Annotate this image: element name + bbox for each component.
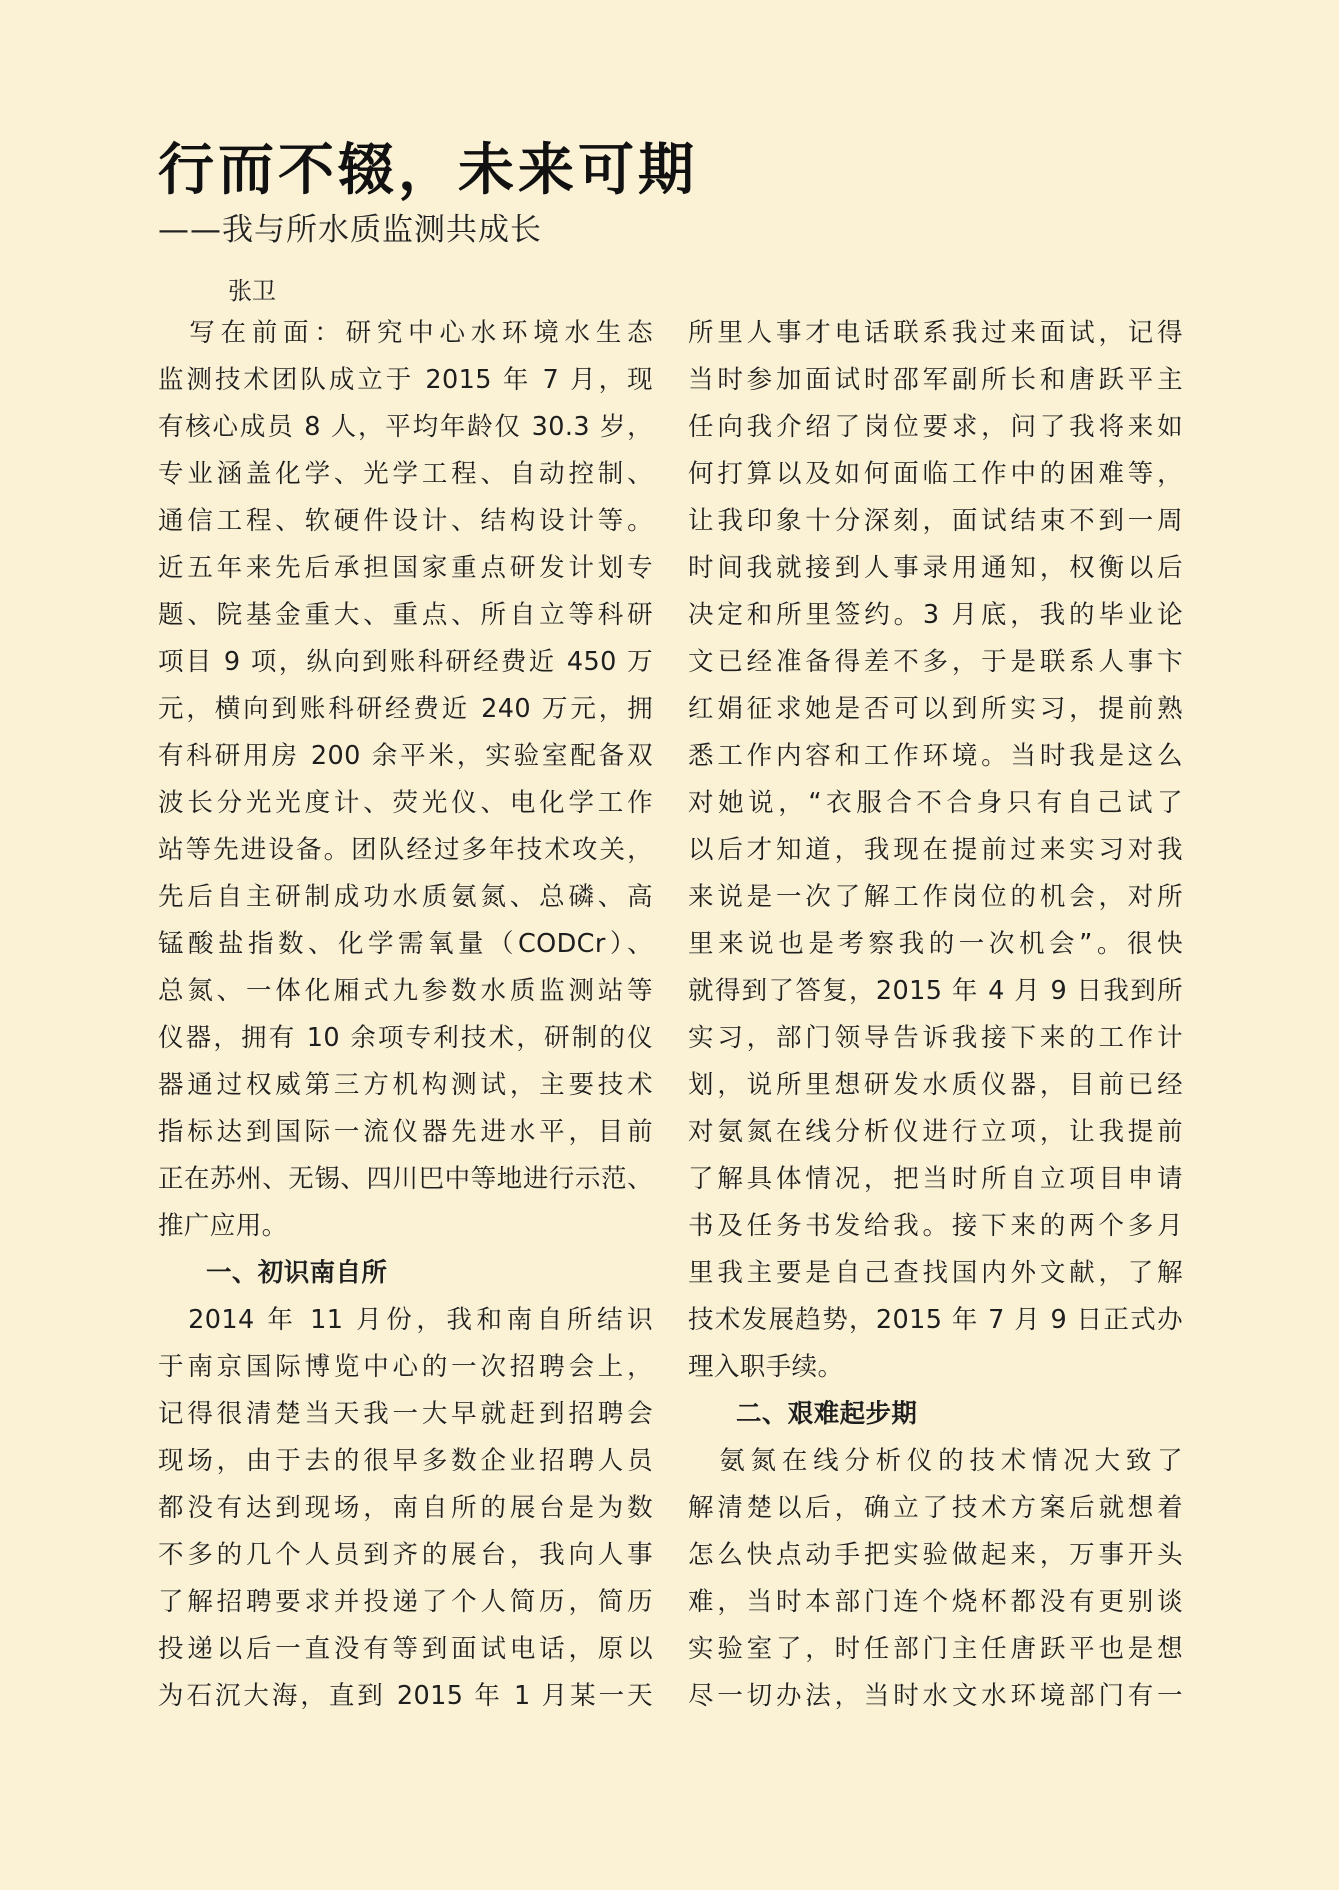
text-line: 先后自主研制成功水质氨氮、总磷、高 xyxy=(158,882,653,912)
text-line: 书及任务书发给我。接下来的两个多月 xyxy=(688,1211,1183,1241)
text-line: 尽一切办法，当时水文水环境部门有一 xyxy=(688,1681,1183,1711)
text-line: 理入职手续。 xyxy=(688,1352,844,1382)
text-line: 推广应用。 xyxy=(158,1211,288,1241)
text-line: 解清楚以后，确立了技术方案后就想着 xyxy=(688,1493,1183,1523)
text-line: 里我主要是自己查找国内外文献，了解 xyxy=(688,1258,1183,1288)
text-line: 指标达到国际一流仪器先进水平，目前 xyxy=(158,1117,653,1147)
text-line: 技术发展趋势，2015 年 7 月 9 日正式办 xyxy=(688,1305,1183,1335)
text-line: 总氮、一体化厢式九参数水质监测站等 xyxy=(158,976,653,1006)
text-line: 元，横向到账科研经费近 240 万元，拥 xyxy=(158,694,653,724)
text-line: 有核心成员 8 人，平均年龄仅 30.3 岁， xyxy=(158,412,653,442)
text-line: 项目 9 项，纵向到账科研经费近 450 万 xyxy=(158,647,653,677)
text-line: 现场，由于去的很早多数企业招聘人员 xyxy=(158,1446,653,1476)
text-line: 了解具体情况，把当时所自立项目申请 xyxy=(688,1164,1183,1194)
text-line: 记得很清楚当天我一大早就赶到招聘会 xyxy=(158,1399,653,1429)
text-line: 所里人事才电话联系我过来面试，记得 xyxy=(688,318,1183,348)
text-line: 2014 年 11 月份，我和南自所结识 xyxy=(158,1305,653,1335)
text-line: 仪器，拥有 10 余项专利技术，研制的仪 xyxy=(158,1023,653,1053)
text-line: 就得到了答复，2015 年 4 月 9 日我到所 xyxy=(688,976,1183,1006)
text-line: 都没有达到现场，南自所的展台是为数 xyxy=(158,1493,653,1523)
text-line: 监测技术团队成立于 2015 年 7 月，现 xyxy=(158,365,653,395)
text-line: 何打算以及如何面临工作中的困难等， xyxy=(688,459,1183,489)
text-line: 器通过权威第三方机构测试，主要技术 xyxy=(158,1070,653,1100)
text-line: 决定和所里签约。3 月底，我的毕业论 xyxy=(688,600,1183,630)
text-line: 里来说也是考察我的一次机会”。很快 xyxy=(688,929,1183,959)
article-author: 张卫 xyxy=(228,277,276,305)
section-heading: 一、初识南自所 xyxy=(206,1258,388,1288)
section-heading: 二、艰难起步期 xyxy=(736,1399,918,1429)
text-line: 以后才知道，我现在提前过来实习对我 xyxy=(688,835,1183,865)
text-line: 当时参加面试时邵军副所长和唐跃平主 xyxy=(688,365,1183,395)
article-title: 行而不辍，未来可期 xyxy=(158,138,698,203)
text-line: 有科研用房 200 余平米，实验室配备双 xyxy=(158,741,653,771)
text-line: 氨氮在线分析仪的技术情况大致了 xyxy=(688,1446,1183,1476)
text-line: 投递以后一直没有等到面试电话，原以 xyxy=(158,1634,653,1664)
text-line: 难，当时本部门连个烧杯都没有更别谈 xyxy=(688,1587,1183,1617)
text-line: 文已经准备得差不多，于是联系人事卞 xyxy=(688,647,1183,677)
text-line: 对氨氮在线分析仪进行立项，让我提前 xyxy=(688,1117,1183,1147)
text-line: 实习，部门领导告诉我接下来的工作计 xyxy=(688,1023,1183,1053)
text-line: 正在苏州、无锡、四川巴中等地进行示范、 xyxy=(158,1164,653,1194)
text-line: 站等先进设备。团队经过多年技术攻关， xyxy=(158,835,653,865)
left-column xyxy=(158,310,653,1720)
text-line: 不多的几个人员到齐的展台，我向人事 xyxy=(158,1540,653,1570)
text-line: 让我印象十分深刻，面试结束不到一周 xyxy=(688,506,1183,536)
text-line: 为石沉大海，直到 2015 年 1 月某一天 xyxy=(158,1681,653,1711)
text-line: 怎么快点动手把实验做起来，万事开头 xyxy=(688,1540,1183,1570)
text-line: 划，说所里想研发水质仪器，目前已经 xyxy=(688,1070,1183,1100)
text-line: 了解招聘要求并投递了个人简历，简历 xyxy=(158,1587,653,1617)
text-line: 时间我就接到人事录用通知，权衡以后 xyxy=(688,553,1183,583)
text-line: 专业涵盖化学、光学工程、自动控制、 xyxy=(158,459,653,489)
text-line: 锰酸盐指数、化学需氧量（CODCr）、 xyxy=(158,929,653,959)
text-line: 题、院基金重大、重点、所自立等科研 xyxy=(158,600,653,630)
text-line: 近五年来先后承担国家重点研发计划专 xyxy=(158,553,653,583)
right-column xyxy=(688,310,1183,1720)
text-line: 来说是一次了解工作岗位的机会，对所 xyxy=(688,882,1183,912)
text-line: 任向我介绍了岗位要求，问了我将来如 xyxy=(688,412,1183,442)
text-line: 于南京国际博览中心的一次招聘会上， xyxy=(158,1352,653,1382)
text-line: 波长分光光度计、荧光仪、电化学工作 xyxy=(158,788,653,818)
text-line: 实验室了，时任部门主任唐跃平也是想 xyxy=(688,1634,1183,1664)
text-line: 悉工作内容和工作环境。当时我是这么 xyxy=(688,741,1183,771)
text-line: 红娟征求她是否可以到所实习，提前熟 xyxy=(688,694,1183,724)
text-line: 通信工程、软硬件设计、结构设计等。 xyxy=(158,506,653,536)
text-line: 对她说，“衣服合不合身只有自己试了 xyxy=(688,788,1183,818)
text-line: 写在前面：研究中心水环境水生态 xyxy=(158,318,653,348)
article-subtitle: ——我与所水质监测共成长 xyxy=(158,212,542,248)
